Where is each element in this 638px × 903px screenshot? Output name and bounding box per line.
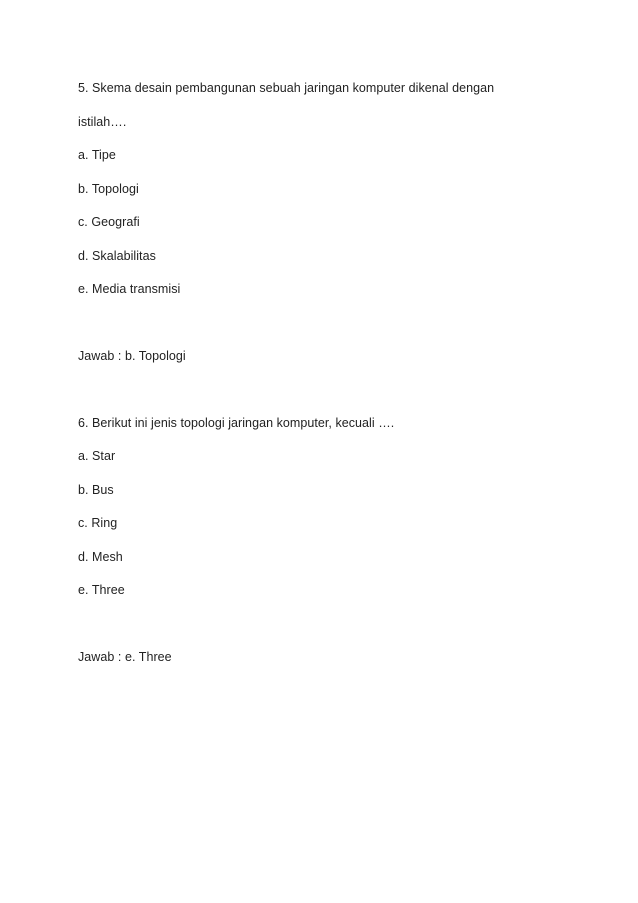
q5-question-line-1: 5. Skema desain pembangunan sebuah jaringan komputer dikenal dengan: [78, 81, 495, 95]
q5-option-c: c. Geografi: [78, 215, 140, 229]
q5-option-b: b. Topologi: [78, 182, 139, 196]
q5-option-d: d. Skalabilitas: [78, 249, 156, 263]
q6-option-a: a. Star: [78, 449, 116, 463]
q5-option-a: a. Tipe: [78, 148, 116, 162]
q5-answer: Jawab : b. Topologi: [78, 349, 186, 363]
q5-option-e: e. Media transmisi: [78, 282, 181, 296]
q6-question: 6. Berikut ini jenis topologi jaringan komputer, kecuali ….: [78, 416, 395, 430]
q6-option-c: c. Ring: [78, 516, 118, 530]
q6-option-d: d. Mesh: [78, 550, 123, 564]
q6-option-e: e. Three: [78, 583, 125, 597]
q6-answer: Jawab : e. Three: [78, 650, 172, 664]
q6-option-b: b. Bus: [78, 483, 114, 497]
q5-question-line-2: istilah….: [78, 115, 127, 129]
